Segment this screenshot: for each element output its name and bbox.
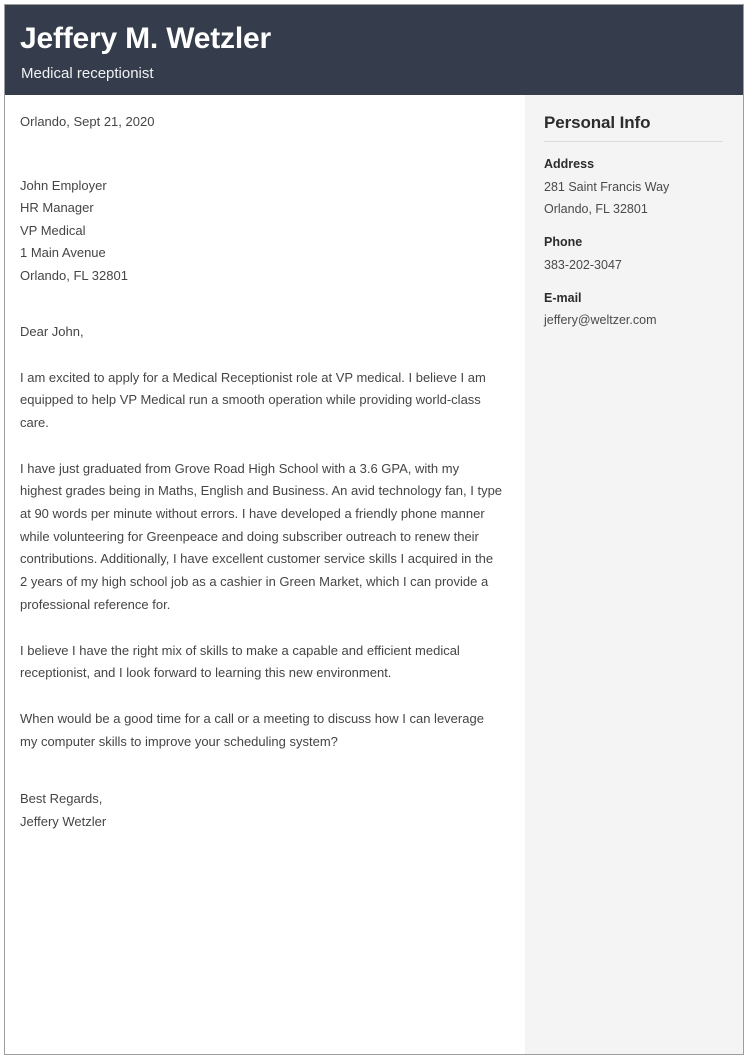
address-line-1: 281 Saint Francis Way	[544, 179, 670, 194]
letter-signoff	[20, 788, 503, 833]
info-block-address	[544, 155, 729, 220]
info-block-email	[544, 289, 729, 332]
address-label: Address	[544, 157, 595, 171]
recipient-company: VP Medical	[20, 222, 86, 238]
recipient-role: HR Manager	[20, 200, 94, 216]
document-body	[5, 95, 743, 1054]
recipient-address-block	[20, 175, 503, 288]
letter-closing: Best Regards,	[20, 791, 103, 807]
cover-letter-column	[5, 95, 525, 1054]
applicant-name: Jeffery M. Wetzler	[20, 22, 271, 55]
info-block-phone	[544, 233, 729, 276]
address-line-2: Orlando, FL 32801	[544, 201, 648, 216]
email-value[interactable]: jeffery@weltzer.com	[544, 313, 657, 328]
phone-value[interactable]: 383-202-3047	[544, 257, 622, 272]
letter-salutation: Dear John,	[20, 324, 84, 340]
letter-paragraph-2: I have just graduated from Grove Road High School with a 3.6 GPA, with my highest grades being in Maths, English and Business. An avid technology fan, I type at 90 words per minute without errors. I have developed a friendly phone manner while volunteering for Greenpeace and doing subscriber outreach to renew their contributions. Additionally, I have excellent customer service skills I acquired in the 2 years of my high school job as a cashier in Green Market, which I can provide a professional reference for.	[20, 460, 503, 612]
applicant-job-title: Medical receptionist	[21, 65, 154, 83]
email-label: E-mail	[544, 290, 582, 305]
letter-paragraph-3: I believe I have the right mix of skills to make a capable and efficient medical receptionist, and I look forward to learning this new environment.	[20, 642, 460, 681]
letter-date: Orlando, Sept 21, 2020	[20, 114, 155, 129]
recipient-name: John Employer	[20, 177, 107, 193]
personal-info-sidebar	[525, 95, 743, 1054]
letter-paragraph-4: When would be a good time for a call or a meeting to discuss how I can leverage my computer skills to improve your scheduling system?	[20, 710, 484, 749]
phone-label: Phone	[544, 234, 583, 249]
recipient-street: 1 Main Avenue	[20, 245, 106, 261]
document-header	[5, 5, 743, 95]
sidebar-divider	[544, 141, 723, 142]
sidebar-heading: Personal Info	[544, 113, 651, 132]
resume-page	[4, 4, 744, 1055]
letter-signature: Jeffery Wetzler	[20, 813, 107, 829]
recipient-city: Orlando, FL 32801	[20, 267, 128, 283]
letter-paragraph-1: I am excited to apply for a Medical Receptionist role at VP medical. I believe I am equipped to help VP Medical run a smooth operation while providing world-class care.	[20, 369, 486, 430]
